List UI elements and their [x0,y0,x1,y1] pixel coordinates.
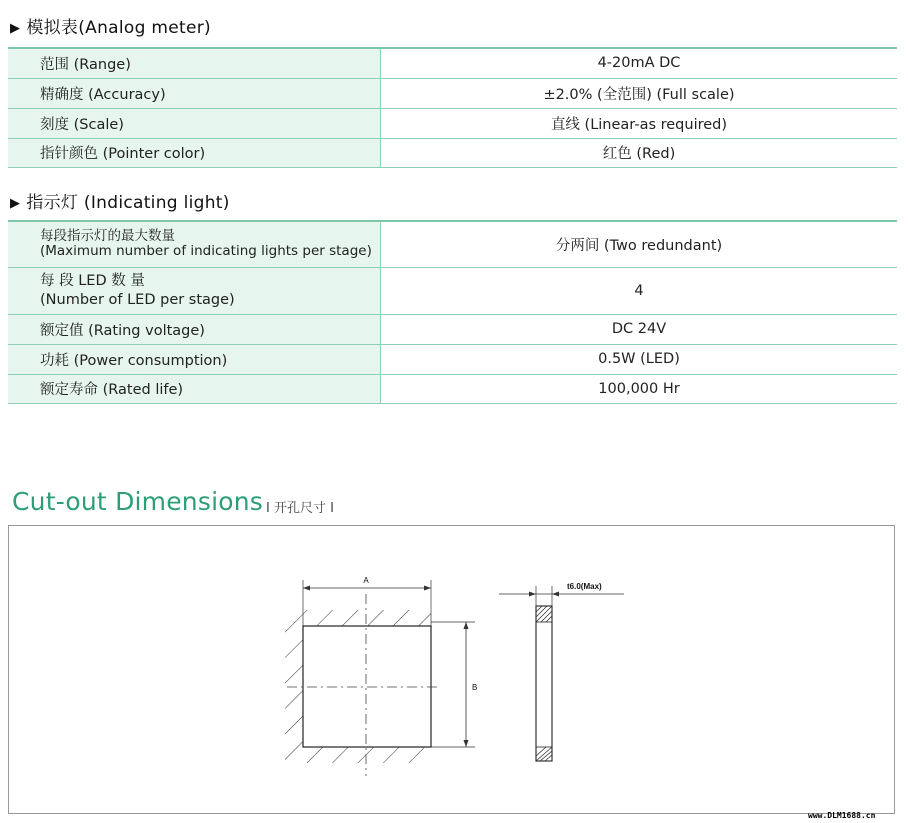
thickness-label: t6.0(Max) [567,582,602,591]
spec-key: 范围 (Range) [8,48,381,78]
spec-value: 红色 (Red) [381,138,898,167]
spec-value: 4 [381,267,898,314]
watermark-text: www.DLM1688.cn [808,811,876,820]
indicating-light-title: 指示灯 (Indicating light) [26,193,230,213]
table-row [8,344,897,374]
spec-key-en: (Number of LED per stage) [40,291,235,308]
spec-key: 刻度 (Scale) [8,108,381,138]
spec-key-cn: 每 段 LED 数 量 [40,272,145,289]
spec-value: ±2.0% (全范围) (Full scale) [381,78,898,108]
cutout-subtitle: I 开孔尺寸 I [266,501,334,516]
spec-key [8,221,381,267]
analog-meter-table [8,47,897,168]
spec-key [8,267,381,314]
dimension-b-label: B [472,683,478,692]
table-row [8,108,897,138]
spec-key-cn: 每段指示灯的最大数量 [40,228,175,245]
table-row [8,48,897,78]
analog-meter-title: 模拟表(Analog meter) [26,18,211,38]
spec-value: 0.5W (LED) [381,344,898,374]
table-row [8,374,897,403]
triangle-bullet-icon: ▶ [10,196,21,211]
cutout-title: Cut-out Dimensions [12,487,263,516]
table-row [8,314,897,344]
indicating-light-table [8,220,897,404]
spec-key: 额定值 (Rating voltage) [8,314,381,344]
spec-value: DC 24V [381,314,898,344]
dimension-a-label: A [363,576,369,585]
indicating-light-heading [10,188,230,213]
spec-key: 指针颜色 (Pointer color) [8,138,381,167]
spec-value: 分两间 (Two redundant) [381,221,898,267]
cutout-drawing-frame [8,525,895,814]
table-row [8,267,897,314]
spec-value: 4-20mA DC [381,48,898,78]
analog-meter-heading [10,13,211,38]
spec-key: 功耗 (Power consumption) [8,344,381,374]
cutout-square [303,626,431,747]
spec-value: 100,000 Hr [381,374,898,403]
triangle-bullet-icon: ▶ [10,21,21,36]
dimension-b [431,622,477,747]
table-row [8,221,897,267]
cutout-drawing [9,526,894,813]
table-row [8,78,897,108]
spec-key: 额定寿命 (Rated life) [8,374,381,403]
side-view [499,582,624,761]
spec-key-en: (Maximum number of indicating lights per stage) [40,243,372,260]
spec-value: 直线 (Linear-as required) [381,108,898,138]
table-row [8,138,897,167]
spec-key: 精确度 (Accuracy) [8,78,381,108]
